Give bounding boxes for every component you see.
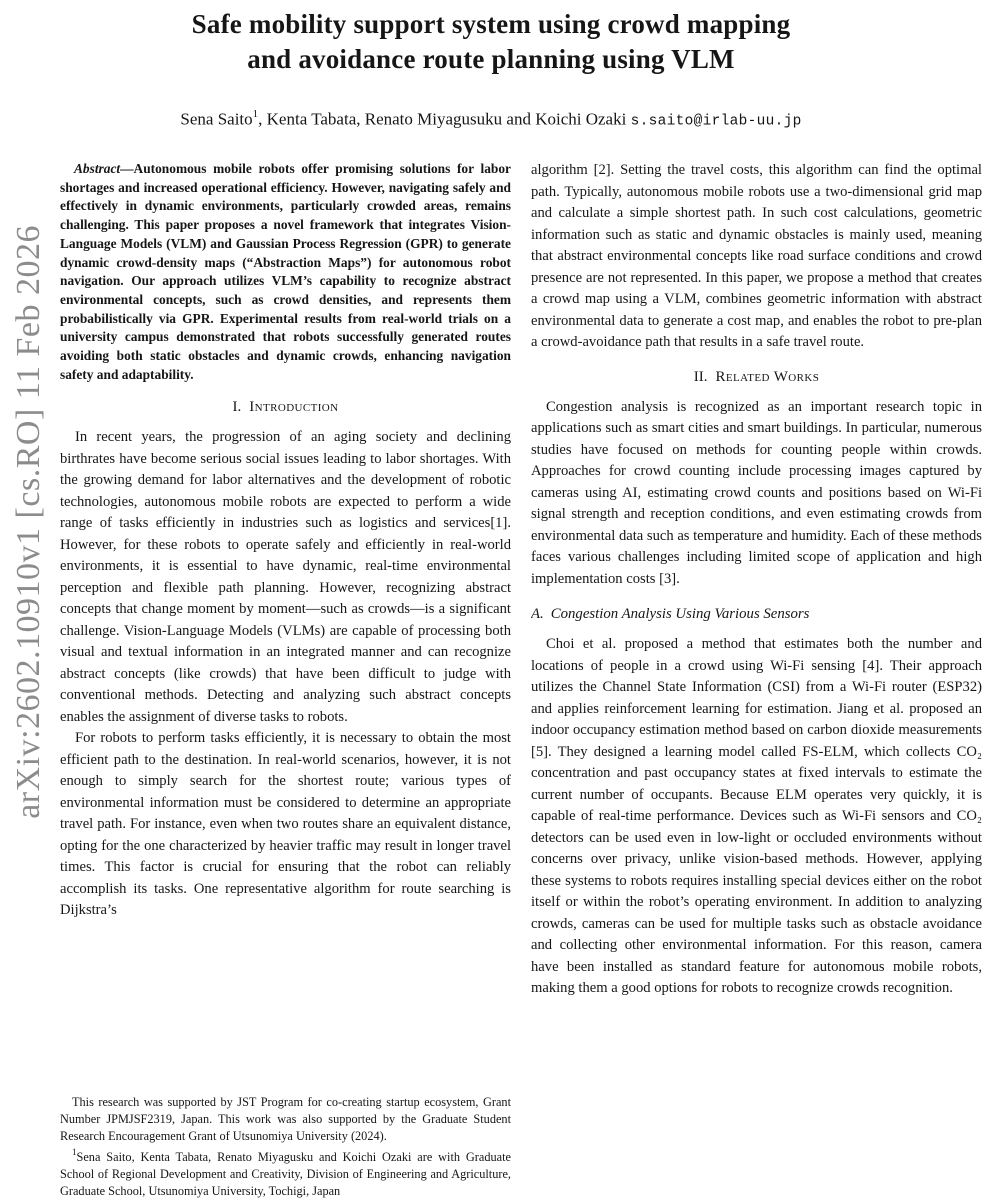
author-affiliation-mark: 1 xyxy=(252,108,259,120)
section-heading-introduction xyxy=(60,399,511,416)
author-line xyxy=(0,104,982,133)
section-title: Related Works xyxy=(715,368,820,385)
abstract-label: Abstract xyxy=(74,161,121,176)
arxiv-watermark-text: arXiv:2602.10910v1 [cs.RO] 11 Feb 2026 xyxy=(10,225,47,819)
footnote-funding: This research was supported by JST Program for co-creating startup ecosystem, Grant Number JPMJSF2319, Japan. This work was also supported by the Graduate Student Research Encouragement Grant of Utsunomiya University (2024). xyxy=(60,1095,511,1144)
intro-paragraph-2: For robots to perform tasks efficiently, it is necessary to obtain the most efficient path to the destination. In real-world scenarios, however, it is not enough to simply search for the shortest route; various types of environmental information must be considered to determine an appropriate travel path. For instance, even when two routes share an equivalent distance, opting for the one characterized by heavier traffic may result in longer travel times. This factor is crucial for ensuring that the robot can reliably accomplish its tasks. One representative algorithm for route searching is Dijkstra’s xyxy=(60,730,511,919)
section-number: II. xyxy=(693,368,708,385)
paper-header xyxy=(0,0,982,133)
paper-title-line-1: Safe mobility support system using crowd mapping xyxy=(191,9,791,39)
right-column xyxy=(531,160,982,1200)
author-rest: , Kenta Tabata, Renato Miyagusuku and Koichi Ozaki xyxy=(258,109,631,129)
footnotes xyxy=(60,1091,511,1200)
subsection-title: Congestion Analysis Using Various Sensors xyxy=(550,606,810,622)
paper-title-line-2: and avoidance route planning using VLM xyxy=(247,44,735,74)
footnote-affiliation-mark: 1 xyxy=(72,1147,77,1158)
intro-paragraph-1: In recent years, the progression of an aging society and declining birthrates have become serious social issues leading to labor shortages. With the growing demand for labor alternatives and the development of robotic technologies, autonomous mobile robots are expected to perform a wide range of tasks efficiently in industries such as logistics and services[1]. However, for these robots to operate safely and efficiently in real-world environments, it is essential to have dynamic, real-time environmental perception and flexible path planning. However, recognizing abstract concepts that change moment by moment—such as crowds—is a significant challenge. Vision-Language Models (VLMs) are capable of processing both visual and textual information in an integrated manner and can recognize abstract concepts (like crowds) that have been difficult to judge with conventional methods. Detecting and analyzing such abstract concepts enables the assignment of diverse tasks to robots. xyxy=(60,429,511,725)
intro-continuation-paragraph: algorithm [2]. Setting the travel costs, this algorithm can find the optimal path. Typically, autonomous mobile robots use a two-dimensional grid map and calculate a simple shortest path. In such cost calculations, geometric information such as static and dynamic obstacles is mainly used, meaning that abstract environmental concepts like road surface conditions and crowd presence are not represented. In this paper, we propose a method that creates a crowd map using a VLM, combines geometric information with abstract environmental data to generate a cost map, and enables the robot to pre-plan a crowd-avoidance path that results in a safe travel route. xyxy=(531,162,982,350)
abstract xyxy=(60,160,511,384)
related-works-paragraph: Congestion analysis is recognized as an important research topic in applications such as smart cities and smart buildings. In particular, numerous studies have focused on methods for counting people within crowds. Approaches for crowd counting include processing images captured by cameras using AI, estimating crowd counts and positions based on Wi-Fi signal strength and reception conditions, and even estimating crowds from environmental data such as temperature and humidity. Each of these methods faces various challenges including limited scope of application and high implementation costs [3]. xyxy=(531,398,982,587)
subsection-heading-congestion-sensors xyxy=(531,606,982,623)
author-lead: Sena Saito xyxy=(180,109,253,129)
section-title: Introduction xyxy=(249,399,339,416)
left-column xyxy=(60,160,511,1200)
footnote-affiliation-text: Sena Saito, Kenta Tabata, Renato Miyagusku and Koichi Ozaki are with Graduate School of Regional Development and Creativity, Division of Engineering and Agriculture, Graduate School, Utsunomiya University, Tochigi, Japan xyxy=(60,1150,511,1199)
footnote-affiliation xyxy=(60,1145,511,1200)
section-number: I. xyxy=(232,399,242,416)
congestion-sensors-paragraph: Choi et al. proposed a method that estimates both the number and locations of people in a crowd using Wi-Fi sensing [4]. Their approach utilizes the Channel State Information (CSI) from a Wi-Fi router (ESP32) and applies reinforcement learning for estimation. Jiang et al. proposed an indoor occupancy estimation method based on carbon dioxide measurements [5]. They designed a learning model called FS-ELM, which collects CO₂ concentration and past occupancy states at fixed intervals to estimate the current number of occupants. Because ELM operates very quickly, it is capable of real-time performance. Devices such as Wi-Fi sensors and CO₂ detectors can be used even in low-light or occluded environments without concerns over privacy, unlike vision-based methods. However, applying these systems to robots requires installing special devices either on the robot itself or within the robot’s operating environment. In addition to analyzing crowds, cameras can be used for multiple tasks such as obstacle avoidance and collecting other environmental information. For this reason, camera have been installed as standard feature for autonomous mobile robots, making them a good options for robots to recognize crowds recognition. xyxy=(531,636,982,996)
abstract-text: —Autonomous mobile robots offer promising solutions for labor shortages and increased operational efficiency. However, navigating safely and effectively in dynamic environments, particularly crowded areas, remains challenging. This paper proposes a novel framework that integrates Vision-Language Models (VLM) and Gaussian Process Regression (GPR) to generate dynamic crowd-density maps (“Abstraction Maps”) for autonomous robot navigation. Our approach utilizes VLM’s capability to recognize abstract environmental concepts, such as crowd densities, and represents them probabilistically via GPR. Experimental results from real-world trials on a university campus demonstrated that robots successfully generated routes avoiding both static obstacles and dynamic crowds, enhancing navigation safety and adaptability. xyxy=(60,161,511,382)
author-email: s.saito@irlab-uu.jp xyxy=(630,113,802,130)
subsection-number: A. xyxy=(531,606,544,622)
two-column-body xyxy=(60,160,982,1200)
arxiv-watermark xyxy=(4,186,54,858)
section-heading-related-works xyxy=(531,369,982,386)
